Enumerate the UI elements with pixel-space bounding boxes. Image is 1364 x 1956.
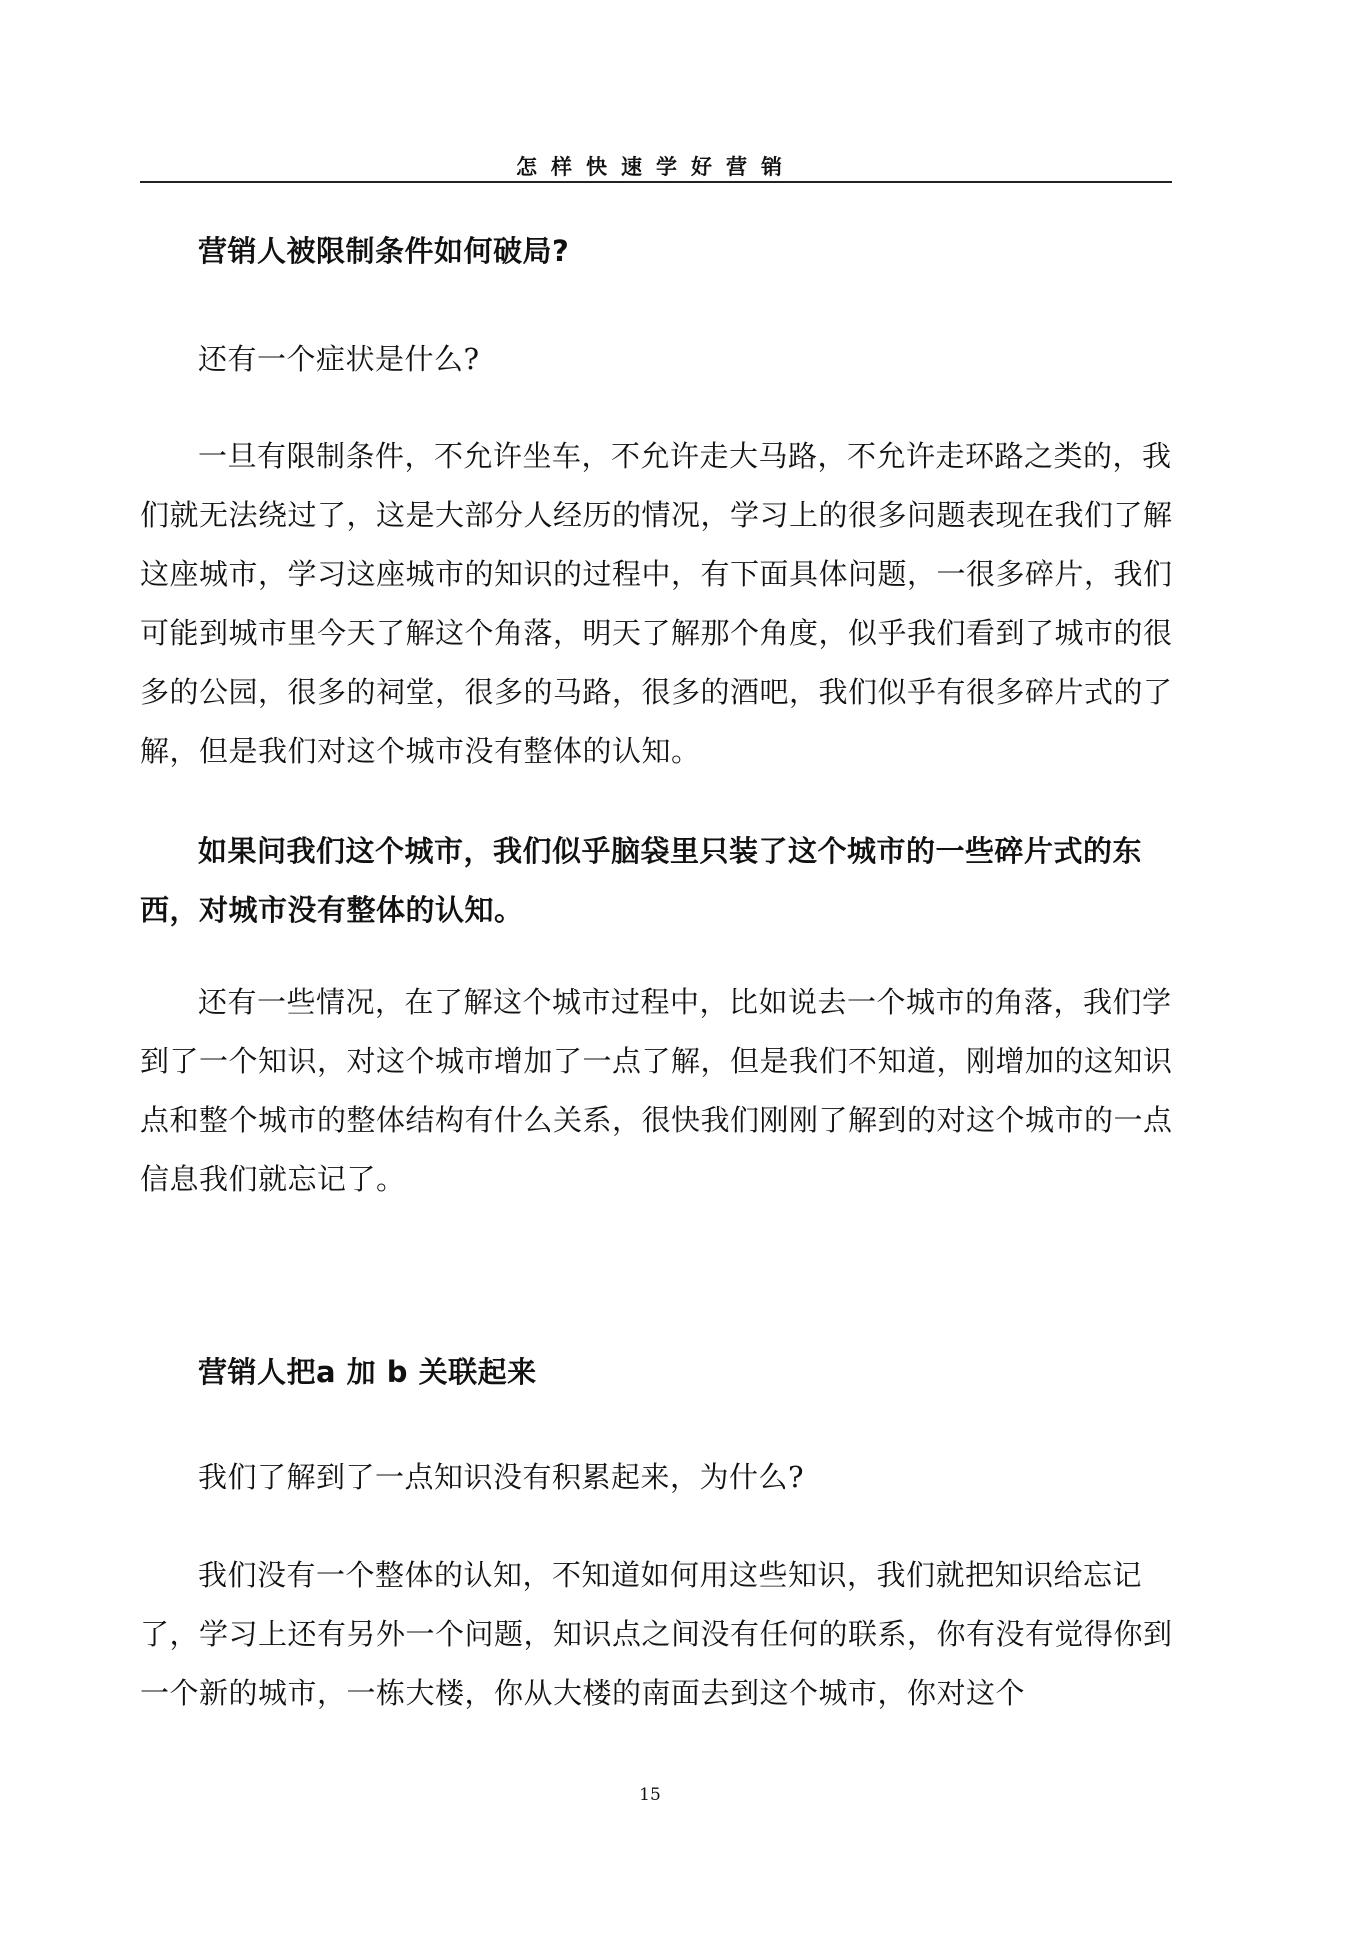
paragraph-body-2: 还有一些情况，在了解这个城市过程中，比如说去一个城市的角落，我们学到了一个知识，对这个城市增加了一点了解，但是我们不知道，刚增加的这知识点和整个城市的整体结构有什么关系，很快我们刚刚了解到的对这个城市的一点信息我们就忘记了。 bbox=[140, 985, 1173, 1196]
section-heading-2: 营销人把a 加 b 关联起来 bbox=[198, 1355, 537, 1389]
paragraph-body-1: 一旦有限制条件，不允许坐车，不允许走大马路，不允许走环路之类的，我们就无法绕过了，这是大部分人经历的情况，学习上的很多问题表现在我们了解这座城市，学习这座城市的知识的过程中，有下面具体问题，一很多碎片，我们可能到城市里今天了解这个角落，明天了解那个角度，似乎我们看到了城市的很多的公园，很多的祠堂，很多的马路，很多的酒吧，我们似乎有很多碎片式的了解，但是我们对这个城市没有整体的认知。 bbox=[140, 439, 1173, 768]
page-number: 15 bbox=[639, 1785, 661, 1805]
paragraph-bold-emphasis: 如果问我们这个城市，我们似乎脑袋里只装了这个城市的一些碎片式的东西，对城市没有整体的认知。 bbox=[140, 834, 1143, 927]
running-header-title: 怎样快速学好营销 bbox=[516, 154, 796, 179]
section-heading-1: 营销人被限制条件如何破局? bbox=[198, 234, 570, 268]
paragraph-question-2: 我们了解到了一点知识没有积累起来，为什么? bbox=[198, 1460, 805, 1494]
paragraph-body-3: 我们没有一个整体的认知，不知道如何用这些知识，我们就把知识给忘记了，学习上还有另外一个问题，知识点之间没有任何的联系，你有没有觉得你到一个新的城市，一栋大楼，你从大楼的南面去到这个城市，你对这个 bbox=[140, 1558, 1173, 1710]
paragraph-question-1: 还有一个症状是什么? bbox=[198, 342, 480, 376]
header-rule bbox=[140, 181, 1172, 183]
